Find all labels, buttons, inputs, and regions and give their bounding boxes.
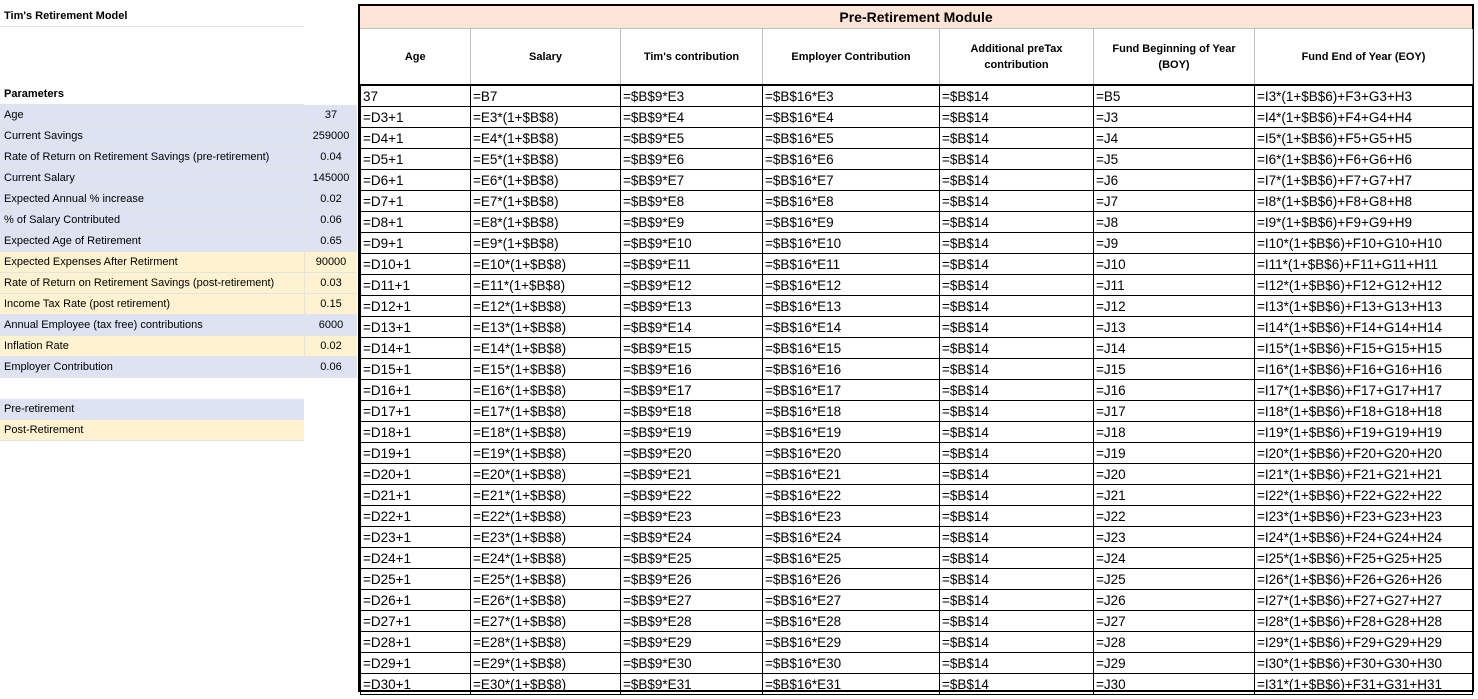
formula-cell[interactable]: =J8 <box>1094 212 1255 233</box>
formula-cell[interactable]: =$B$9*E11 <box>621 254 763 275</box>
formula-cell[interactable]: =I8*(1+$B$6)+F8+G8+H8 <box>1255 191 1473 212</box>
formula-cell[interactable]: =D24+1 <box>361 548 471 569</box>
param-value[interactable]: 6000 <box>304 315 357 336</box>
formula-cell[interactable]: =E13*(1+$B$8) <box>471 317 621 338</box>
formula-cell[interactable]: =E14*(1+$B$8) <box>471 338 621 359</box>
formula-cell[interactable]: =D3+1 <box>361 107 471 128</box>
formula-cell[interactable]: =E18*(1+$B$8) <box>471 422 621 443</box>
table-row <box>361 149 1473 170</box>
param-label[interactable]: Expected Annual % increase <box>0 189 304 210</box>
formula-cell[interactable]: =B7 <box>471 85 621 107</box>
formula-cell[interactable]: =J26 <box>1094 590 1255 611</box>
formula-cell[interactable]: =$B$14 <box>940 212 1094 233</box>
param-value[interactable]: 0.06 <box>304 357 357 378</box>
formula-cell[interactable]: =I22*(1+$B$6)+F22+G22+H22 <box>1255 485 1473 506</box>
param-value[interactable]: 0.15 <box>304 294 357 315</box>
formula-cell[interactable]: =D16+1 <box>361 380 471 401</box>
formula-cell[interactable]: =J25 <box>1094 569 1255 590</box>
formula-cell[interactable]: =$B$16*E13 <box>763 296 940 317</box>
formula-cell[interactable]: =I25*(1+$B$6)+F25+G25+H25 <box>1255 548 1473 569</box>
formula-cell[interactable]: =D13+1 <box>361 317 471 338</box>
formula-cell[interactable]: =J22 <box>1094 506 1255 527</box>
param-label[interactable]: Inflation Rate <box>0 336 304 357</box>
formula-cell[interactable]: =I3*(1+$B$6)+F3+G3+H3 <box>1255 85 1473 107</box>
formula-cell[interactable]: =$B$16*E7 <box>763 170 940 191</box>
formula-cell[interactable]: =I31*(1+$B$6)+F31+G31+H31 <box>1255 674 1473 695</box>
formula-cell[interactable]: =E27*(1+$B$8) <box>471 611 621 632</box>
header-age[interactable]: Age <box>361 29 471 85</box>
formula-cell[interactable]: =$B$14 <box>940 338 1094 359</box>
formula-cell[interactable]: =J10 <box>1094 254 1255 275</box>
module-title[interactable]: Pre-Retirement Module <box>360 6 1472 29</box>
formula-cell[interactable]: =E3*(1+$B$8) <box>471 107 621 128</box>
param-label[interactable]: Expected Expenses After Retirment <box>0 252 304 273</box>
formula-cell[interactable]: =E5*(1+$B$8) <box>471 149 621 170</box>
formula-cell[interactable]: =D5+1 <box>361 149 471 170</box>
table-row <box>361 359 1473 380</box>
param-value[interactable]: 90000 <box>304 252 357 273</box>
parameters-panel <box>0 0 357 699</box>
formula-cell[interactable]: =D19+1 <box>361 443 471 464</box>
formula-cell[interactable]: =$B$14 <box>940 107 1094 128</box>
formula-cell[interactable]: =$B$16*E21 <box>763 464 940 485</box>
formula-cell[interactable]: =$B$14 <box>940 401 1094 422</box>
formula-cell[interactable]: =D26+1 <box>361 590 471 611</box>
formula-cell[interactable]: =I15*(1+$B$6)+F15+G15+H15 <box>1255 338 1473 359</box>
param-label[interactable]: Current Savings <box>0 126 304 147</box>
formula-cell[interactable]: 37 <box>361 85 471 107</box>
formula-cell[interactable]: =$B$16*E17 <box>763 380 940 401</box>
formula-cell[interactable]: =J12 <box>1094 296 1255 317</box>
formula-cell[interactable]: =D15+1 <box>361 359 471 380</box>
table-row <box>361 590 1473 611</box>
formula-cell[interactable]: =E19*(1+$B$8) <box>471 443 621 464</box>
formula-cell[interactable]: =$B$16*E3 <box>763 85 940 107</box>
param-label[interactable]: Rate of Return on Retirement Savings (post-retirement) <box>0 273 304 294</box>
formula-cell[interactable]: =$B$9*E10 <box>621 233 763 254</box>
table-row <box>361 233 1473 254</box>
formula-cell[interactable]: =$B$9*E12 <box>621 275 763 296</box>
formula-cell[interactable]: =$B$14 <box>940 233 1094 254</box>
formula-cell[interactable]: =$B$14 <box>940 254 1094 275</box>
table-row <box>361 674 1473 695</box>
formula-cell[interactable]: =$B$16*E15 <box>763 338 940 359</box>
header-salary[interactable]: Salary <box>471 29 621 85</box>
formula-cell[interactable]: =$B$14 <box>940 275 1094 296</box>
formula-cell[interactable]: =$B$16*E24 <box>763 527 940 548</box>
formula-cell[interactable]: =J20 <box>1094 464 1255 485</box>
param-label[interactable]: Employer Contribution <box>0 357 304 378</box>
param-value[interactable]: 0.65 <box>304 231 357 252</box>
table-row <box>361 191 1473 212</box>
formula-cell[interactable]: =I24*(1+$B$6)+F24+G24+H24 <box>1255 527 1473 548</box>
formula-cell[interactable]: =D17+1 <box>361 401 471 422</box>
param-value[interactable]: 0.02 <box>304 189 357 210</box>
formula-cell[interactable]: =D7+1 <box>361 191 471 212</box>
formula-cell[interactable]: =$B$9*E16 <box>621 359 763 380</box>
formula-cell[interactable]: =D14+1 <box>361 338 471 359</box>
formula-cell[interactable]: =I19*(1+$B$6)+F19+G19+H19 <box>1255 422 1473 443</box>
param-value[interactable]: 37 <box>304 105 357 126</box>
formula-cell[interactable]: =I17*(1+$B$6)+F17+G17+H17 <box>1255 380 1473 401</box>
formula-cell[interactable]: =$B$9*E14 <box>621 317 763 338</box>
formula-cell[interactable]: =J24 <box>1094 548 1255 569</box>
formula-cell[interactable]: =J16 <box>1094 380 1255 401</box>
table-row <box>361 317 1473 338</box>
formula-cell[interactable]: =$B$14 <box>940 611 1094 632</box>
table-row <box>361 338 1473 359</box>
formula-cell[interactable]: =$B$9*E3 <box>621 85 763 107</box>
param-value[interactable]: 259000 <box>304 126 357 147</box>
formula-cell[interactable]: =J17 <box>1094 401 1255 422</box>
formula-cell[interactable]: =D21+1 <box>361 485 471 506</box>
formula-cell[interactable]: =E12*(1+$B$8) <box>471 296 621 317</box>
param-value[interactable]: 0.02 <box>304 336 357 357</box>
table-row <box>361 548 1473 569</box>
table-row <box>361 254 1473 275</box>
formula-cell[interactable]: =J3 <box>1094 107 1255 128</box>
formula-cell[interactable]: =J7 <box>1094 191 1255 212</box>
formula-cell[interactable]: =$B$16*E28 <box>763 611 940 632</box>
formula-cell[interactable]: =$B$14 <box>940 170 1094 191</box>
formula-cell[interactable]: =E17*(1+$B$8) <box>471 401 621 422</box>
formula-cell[interactable]: =$B$16*E25 <box>763 548 940 569</box>
formula-cell[interactable]: =$B$9*E8 <box>621 191 763 212</box>
formula-cell[interactable]: =$B$9*E22 <box>621 485 763 506</box>
formula-cell[interactable]: =$B$14 <box>940 380 1094 401</box>
formula-cell[interactable]: =$B$14 <box>940 653 1094 674</box>
formula-cell[interactable]: =$B$14 <box>940 443 1094 464</box>
param-label[interactable]: Age <box>0 105 304 126</box>
formula-cell[interactable]: =I14*(1+$B$6)+F14+G14+H14 <box>1255 317 1473 338</box>
formula-cell[interactable]: =E8*(1+$B$8) <box>471 212 621 233</box>
table-row <box>361 464 1473 485</box>
formula-cell[interactable]: =$B$14 <box>940 590 1094 611</box>
formula-cell[interactable]: =$B$9*E17 <box>621 380 763 401</box>
formula-cell[interactable]: =D28+1 <box>361 632 471 653</box>
formula-cell[interactable]: =D4+1 <box>361 128 471 149</box>
formula-cell[interactable]: =I11*(1+$B$6)+F11+G11+H11 <box>1255 254 1473 275</box>
model-title[interactable]: Tim's Retirement Model <box>0 6 304 27</box>
formula-cell[interactable]: =$B$9*E24 <box>621 527 763 548</box>
formula-cell[interactable]: =E25*(1+$B$8) <box>471 569 621 590</box>
param-label[interactable]: Annual Employee (tax free) contributions <box>0 315 304 336</box>
formula-cell[interactable]: =E10*(1+$B$8) <box>471 254 621 275</box>
formula-cell[interactable]: =$B$16*E22 <box>763 485 940 506</box>
formula-cell[interactable]: =D6+1 <box>361 170 471 191</box>
table-row <box>361 107 1473 128</box>
formula-cell[interactable]: =D22+1 <box>361 506 471 527</box>
formula-cell[interactable]: =$B$16*E30 <box>763 653 940 674</box>
formula-cell[interactable]: =I13*(1+$B$6)+F13+G13+H13 <box>1255 296 1473 317</box>
formula-cell[interactable]: =$B$16*E23 <box>763 506 940 527</box>
table-row <box>361 443 1473 464</box>
formula-cell[interactable]: =J29 <box>1094 653 1255 674</box>
formula-cell[interactable]: =E7*(1+$B$8) <box>471 191 621 212</box>
formula-cell[interactable]: =$B$9*E19 <box>621 422 763 443</box>
formula-cell[interactable]: =I23*(1+$B$6)+F23+G23+H23 <box>1255 506 1473 527</box>
formula-cell[interactable]: =$B$9*E28 <box>621 611 763 632</box>
formula-cell[interactable]: =J11 <box>1094 275 1255 296</box>
formula-cell[interactable]: =$B$16*E12 <box>763 275 940 296</box>
formula-cell[interactable]: =$B$16*E14 <box>763 317 940 338</box>
table-row <box>361 128 1473 149</box>
formula-cell[interactable]: =$B$9*E5 <box>621 128 763 149</box>
formula-cell[interactable]: =$B$16*E19 <box>763 422 940 443</box>
formula-cell[interactable]: =$B$16*E20 <box>763 443 940 464</box>
header-tims-contribution[interactable]: Tim's contribution <box>621 29 763 85</box>
formula-cell[interactable]: =$B$14 <box>940 569 1094 590</box>
formula-cell[interactable]: =$B$9*E18 <box>621 401 763 422</box>
formula-cell[interactable]: =D9+1 <box>361 233 471 254</box>
formula-cell[interactable]: =I4*(1+$B$6)+F4+G4+H4 <box>1255 107 1473 128</box>
table-row <box>361 506 1473 527</box>
formula-cell[interactable]: =$B$9*E25 <box>621 548 763 569</box>
formula-cell[interactable]: =J14 <box>1094 338 1255 359</box>
formula-cell[interactable]: =D8+1 <box>361 212 471 233</box>
param-label[interactable]: % of Salary Contributed <box>0 210 304 231</box>
formula-cell[interactable]: =$B$16*E11 <box>763 254 940 275</box>
formula-cell[interactable]: =$B$9*E7 <box>621 170 763 191</box>
formula-cell[interactable]: =$B$16*E5 <box>763 128 940 149</box>
param-value[interactable]: 0.06 <box>304 210 357 231</box>
formula-cell[interactable]: =I6*(1+$B$6)+F6+G6+H6 <box>1255 149 1473 170</box>
formula-cell[interactable]: =D27+1 <box>361 611 471 632</box>
formula-cell[interactable]: =$B$16*E18 <box>763 401 940 422</box>
formula-cell[interactable]: =E29*(1+$B$8) <box>471 653 621 674</box>
formula-cell[interactable]: =$B$9*E6 <box>621 149 763 170</box>
formula-cell[interactable]: =E21*(1+$B$8) <box>471 485 621 506</box>
table-row <box>361 401 1473 422</box>
formula-cell[interactable]: =D30+1 <box>361 674 471 695</box>
formula-cell[interactable]: =$B$9*E13 <box>621 296 763 317</box>
formula-cell[interactable]: =J18 <box>1094 422 1255 443</box>
formula-cell[interactable]: =$B$9*E4 <box>621 107 763 128</box>
formula-cell[interactable]: =$B$16*E26 <box>763 569 940 590</box>
parameters-header[interactable]: Parameters <box>0 84 304 105</box>
formula-cell[interactable]: =I29*(1+$B$6)+F29+G29+H29 <box>1255 632 1473 653</box>
formula-cell[interactable]: =I21*(1+$B$6)+F21+G21+H21 <box>1255 464 1473 485</box>
formula-cell[interactable]: =$B$14 <box>940 485 1094 506</box>
param-value[interactable]: 0.03 <box>304 273 357 294</box>
header-fund-eoy[interactable]: Fund End of Year (EOY) <box>1255 29 1473 85</box>
header-row <box>361 29 1473 85</box>
table-row <box>361 653 1473 674</box>
formula-cell[interactable]: =$B$14 <box>940 85 1094 107</box>
formula-cell[interactable]: =D18+1 <box>361 422 471 443</box>
formula-cell[interactable]: =I20*(1+$B$6)+F20+G20+H20 <box>1255 443 1473 464</box>
formula-cell[interactable]: =$B$9*E21 <box>621 464 763 485</box>
formula-cell[interactable]: =I9*(1+$B$6)+F9+G9+H9 <box>1255 212 1473 233</box>
formula-cell[interactable]: =I5*(1+$B$6)+F5+G5+H5 <box>1255 128 1473 149</box>
formula-cell[interactable]: =E4*(1+$B$8) <box>471 128 621 149</box>
formula-cell[interactable]: =D29+1 <box>361 653 471 674</box>
legend-pre-retirement[interactable]: Pre-retirement <box>0 399 304 420</box>
formula-cell[interactable]: =$B$16*E16 <box>763 359 940 380</box>
formula-cell[interactable]: =I28*(1+$B$6)+F28+G28+H28 <box>1255 611 1473 632</box>
formula-cell[interactable]: =E6*(1+$B$8) <box>471 170 621 191</box>
formula-cell[interactable]: =I18*(1+$B$6)+F18+G18+H18 <box>1255 401 1473 422</box>
formula-cell[interactable]: =$B$9*E26 <box>621 569 763 590</box>
formula-cell[interactable]: =J30 <box>1094 674 1255 695</box>
formula-cell[interactable]: =$B$16*E9 <box>763 212 940 233</box>
formula-cell[interactable]: =$B$14 <box>940 548 1094 569</box>
formula-cell[interactable]: =I7*(1+$B$6)+F7+G7+H7 <box>1255 170 1473 191</box>
formula-cell[interactable]: =$B$16*E6 <box>763 149 940 170</box>
formula-cell[interactable]: =$B$14 <box>940 359 1094 380</box>
table-row <box>361 85 1473 107</box>
formula-cell[interactable]: =J28 <box>1094 632 1255 653</box>
formula-cell[interactable]: =J19 <box>1094 443 1255 464</box>
pre-retirement-table <box>360 29 1473 695</box>
formula-cell[interactable]: =J23 <box>1094 527 1255 548</box>
param-label[interactable]: Expected Age of Retirement <box>0 231 304 252</box>
formula-cell[interactable]: =J5 <box>1094 149 1255 170</box>
formula-cell[interactable]: =E20*(1+$B$8) <box>471 464 621 485</box>
formula-cell[interactable]: =$B$9*E23 <box>621 506 763 527</box>
table-row <box>361 422 1473 443</box>
formula-cell[interactable]: =$B$16*E27 <box>763 590 940 611</box>
formula-cell[interactable]: =$B$9*E29 <box>621 632 763 653</box>
table-row <box>361 632 1473 653</box>
param-value[interactable]: 145000 <box>304 168 357 189</box>
formula-cell[interactable]: =$B$16*E4 <box>763 107 940 128</box>
formula-cell[interactable]: =$B$14 <box>940 527 1094 548</box>
formula-cell[interactable]: =J9 <box>1094 233 1255 254</box>
formula-cell[interactable]: =J6 <box>1094 170 1255 191</box>
formula-cell[interactable]: =D25+1 <box>361 569 471 590</box>
formula-cell[interactable]: =$B$14 <box>940 317 1094 338</box>
formula-cell[interactable]: =E26*(1+$B$8) <box>471 590 621 611</box>
formula-cell[interactable]: =$B$14 <box>940 506 1094 527</box>
formula-cell[interactable]: =$B$14 <box>940 191 1094 212</box>
formula-cell[interactable]: =I27*(1+$B$6)+F27+G27+H27 <box>1255 590 1473 611</box>
param-label[interactable]: Rate of Return on Retirement Savings (pre-retirement) <box>0 147 304 168</box>
formula-cell[interactable]: =$B$9*E20 <box>621 443 763 464</box>
formula-cell[interactable]: =$B$9*E31 <box>621 674 763 695</box>
param-label[interactable]: Current Salary <box>0 168 304 189</box>
header-fund-boy[interactable]: Fund Beginning of Year (BOY) <box>1094 29 1255 85</box>
formula-cell[interactable]: =E11*(1+$B$8) <box>471 275 621 296</box>
formula-cell[interactable]: =I26*(1+$B$6)+F26+G26+H26 <box>1255 569 1473 590</box>
formula-cell[interactable]: =$B$16*E10 <box>763 233 940 254</box>
param-value[interactable]: 0.04 <box>304 147 357 168</box>
header-additional-pretax[interactable]: Additional preTax contribution <box>940 29 1094 85</box>
table-row <box>361 275 1473 296</box>
param-label[interactable]: Income Tax Rate (post retirement) <box>0 294 304 315</box>
formula-cell[interactable]: =I16*(1+$B$6)+F16+G16+H16 <box>1255 359 1473 380</box>
formula-cell[interactable]: =D11+1 <box>361 275 471 296</box>
formula-cell[interactable]: =$B$16*E8 <box>763 191 940 212</box>
formula-cell[interactable]: =$B$14 <box>940 422 1094 443</box>
formula-cell[interactable]: =I30*(1+$B$6)+F30+G30+H30 <box>1255 653 1473 674</box>
formula-cell[interactable]: =E15*(1+$B$8) <box>471 359 621 380</box>
formula-cell[interactable]: =J27 <box>1094 611 1255 632</box>
table-row <box>361 569 1473 590</box>
formula-cell[interactable]: =J21 <box>1094 485 1255 506</box>
formula-cell[interactable]: =$B$9*E27 <box>621 590 763 611</box>
table-row <box>361 485 1473 506</box>
formula-cell[interactable]: =I10*(1+$B$6)+F10+G10+H10 <box>1255 233 1473 254</box>
formula-cell[interactable]: =D23+1 <box>361 527 471 548</box>
table-row <box>361 380 1473 401</box>
formula-cell[interactable]: =$B$14 <box>940 296 1094 317</box>
formula-cell[interactable]: =$B$14 <box>940 464 1094 485</box>
formula-cell[interactable]: =$B$9*E15 <box>621 338 763 359</box>
formula-cell[interactable]: =$B$9*E9 <box>621 212 763 233</box>
formula-cell[interactable]: =$B$16*E31 <box>763 674 940 695</box>
legend-post-retirement[interactable]: Post-Retirement <box>0 420 304 441</box>
formula-cell[interactable]: =D20+1 <box>361 464 471 485</box>
pre-retirement-module <box>358 4 1474 692</box>
formula-cell[interactable]: =$B$14 <box>940 632 1094 653</box>
formula-cell[interactable]: =$B$9*E30 <box>621 653 763 674</box>
header-employer-contribution[interactable]: Employer Contribution <box>763 29 940 85</box>
table-row <box>361 296 1473 317</box>
formula-cell[interactable]: =$B$14 <box>940 674 1094 695</box>
formula-cell[interactable]: =E9*(1+$B$8) <box>471 233 621 254</box>
formula-cell[interactable]: =E28*(1+$B$8) <box>471 632 621 653</box>
formula-cell[interactable]: =E23*(1+$B$8) <box>471 527 621 548</box>
table-row <box>361 170 1473 191</box>
formula-cell[interactable]: =E16*(1+$B$8) <box>471 380 621 401</box>
formula-cell[interactable]: =$B$14 <box>940 128 1094 149</box>
formula-cell[interactable]: =D12+1 <box>361 296 471 317</box>
formula-cell[interactable]: =$B$16*E29 <box>763 632 940 653</box>
formula-cell[interactable]: =D10+1 <box>361 254 471 275</box>
formula-cell[interactable]: =E24*(1+$B$8) <box>471 548 621 569</box>
formula-cell[interactable]: =J15 <box>1094 359 1255 380</box>
table-row <box>361 611 1473 632</box>
table-row <box>361 212 1473 233</box>
formula-cell[interactable]: =E30*(1+$B$8) <box>471 674 621 695</box>
formula-cell[interactable]: =J4 <box>1094 128 1255 149</box>
formula-cell[interactable]: =J13 <box>1094 317 1255 338</box>
table-row <box>361 527 1473 548</box>
formula-cell[interactable]: =$B$14 <box>940 149 1094 170</box>
formula-cell[interactable]: =B5 <box>1094 85 1255 107</box>
formula-cell[interactable]: =E22*(1+$B$8) <box>471 506 621 527</box>
formula-cell[interactable]: =I12*(1+$B$6)+F12+G12+H12 <box>1255 275 1473 296</box>
